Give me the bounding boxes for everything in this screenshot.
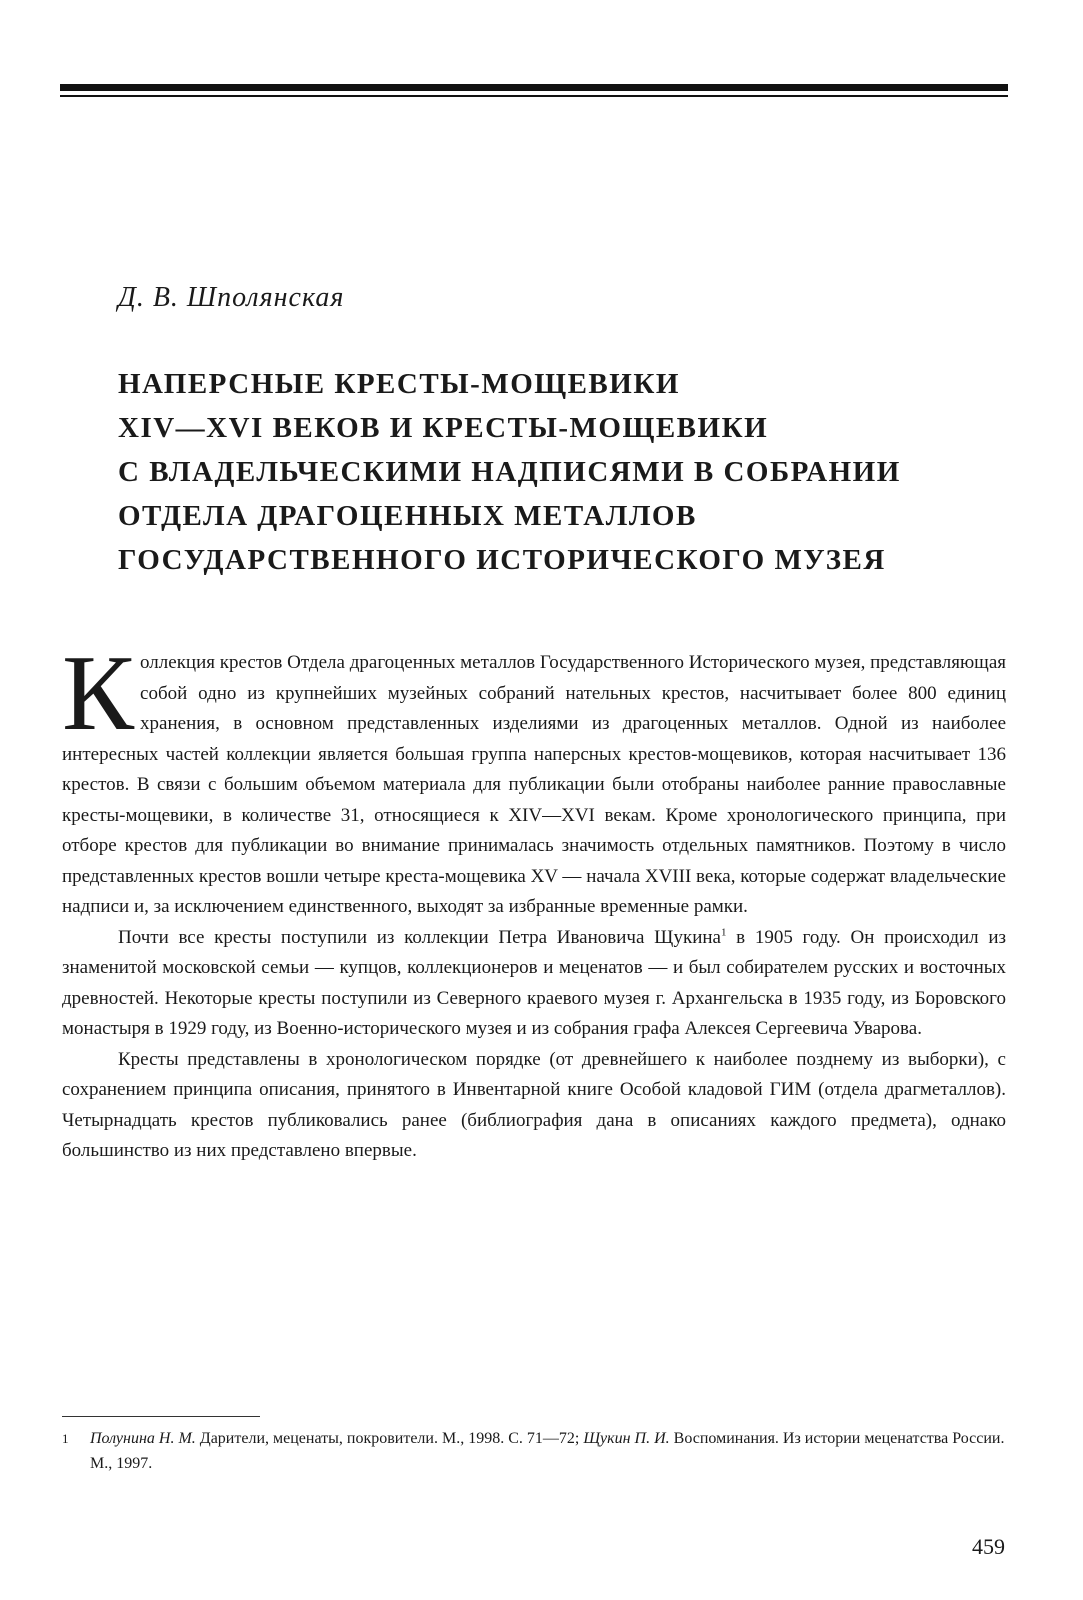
paragraph-1-text: оллекция крестов Отдела драгоценных металлов Государственного Исторического музея, представляющая собой одно из крупнейших музейных собраний нательных крестов, насчитывает более 800 единиц хранения, в основном представленных изделиями из драгоценных металлов. Одной из наиболее интересных частей коллекции является большая группа наперсных крестов-мощевиков, которая насчитывает 136 крестов. В связи с большим объемом материала для публикации были отобраны наиболее ранние православные кресты-мощевики, в количестве 31, относящиеся к XIV—XVI векам. Кроме хронологического принципа, при отборе крестов для публикации во внимание принималась значимость отдельных памятников. Поэтому в число представленных крестов вошли четыре креста-мощевика XV — начала XVIII века, которые содержат владельческие надписи и, за исключением единственного, выходят за избранные временные рамки.	[62, 652, 1006, 917]
header-rule-thin	[60, 95, 1008, 97]
footnote-author-1: Полунина Н. М.	[90, 1430, 196, 1447]
title-line: С ВЛАДЕЛЬЧЕСКИМИ НАДПИСЯМИ В СОБРАНИИ	[118, 456, 901, 488]
footnote	[62, 1426, 1006, 1476]
header-rule-thick	[60, 84, 1008, 91]
footnote-text	[90, 1426, 1006, 1476]
article-title	[118, 362, 1018, 582]
footnote-reference[interactable]: 1	[720, 926, 727, 939]
title-line: НАПЕРСНЫЕ КРЕСТЫ-МОЩЕВИКИ	[118, 368, 680, 400]
page-number: 459	[972, 1534, 1005, 1559]
author-name: Д. В. Шполянская	[118, 282, 345, 313]
title-line: ГОСУДАРСТВЕННОГО ИСТОРИЧЕСКОГО МУЗЕЯ	[118, 544, 886, 576]
paragraph-3: Кресты представлены в хронологическом порядке (от древнейшего к наиболее позднему из выборки), с сохранением принципа описания, принятого в Инвентарной книге Особой кладовой ГИМ (отдела драгметаллов). Четырнадцать крестов публиковались ранее (библиография дана в описаниях каждого предмета), однако большинство из них представлено впервые.	[62, 1048, 1006, 1161]
footnote-text-1: Дарители, меценаты, покровители. М., 1998. С. 71—72;	[195, 1430, 584, 1447]
footnote-author-2: Щукин П. И.	[583, 1430, 670, 1447]
drop-cap: К	[62, 634, 135, 753]
title-line: ОТДЕЛА ДРАГОЦЕННЫХ МЕТАЛЛОВ	[118, 500, 697, 532]
title-line: XIV—XVI ВЕКОВ И КРЕСТЫ-МОЩЕВИКИ	[118, 412, 769, 444]
footnote-text-2: Воспоминания. Из истории меценатства России. М., 1997.	[90, 1430, 1005, 1472]
footnote-divider	[62, 1416, 260, 1417]
paragraph-2-text-a: Почти все кресты поступили из коллекции Петра Ивановича Щукина	[118, 926, 721, 948]
footnote-mark: 1	[62, 1431, 69, 1446]
article-body	[62, 634, 1006, 1167]
paragraph-1	[62, 634, 1006, 923]
paragraph-2	[62, 923, 1006, 1045]
paragraph-2-text-b: в 1905 году. Он происходил из знаменитой московской семьи — купцов, коллекционеров и меценатов — и был собирателем русских и восточных древностей. Некоторые кресты поступили из Северного краевого музея г. Архангельска в 1935 году, из Боровского монастыря в 1929 году, из Военно-исторического музея и из собрания графа Алексея Сергеевича Уварова.	[62, 926, 1006, 1039]
